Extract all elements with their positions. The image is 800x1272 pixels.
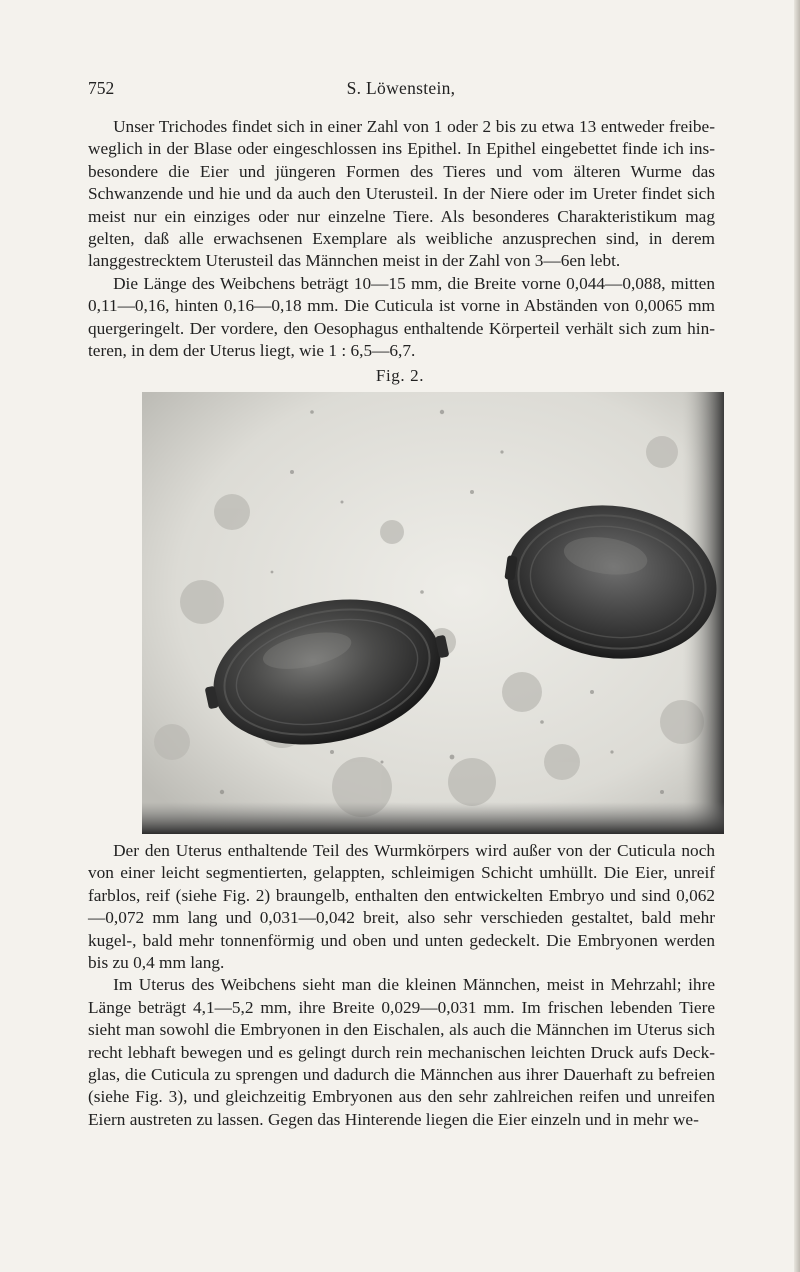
micrograph-bottom-edge [142,802,724,834]
figure-micrograph [142,392,724,834]
running-head: S. Löwenstein, [346,78,456,98]
body-text-top [88,116,715,362]
figure-caption: Fig. 2. [375,366,425,385]
micrograph-image [142,392,724,834]
paragraph: Der den Uterus enthaltende Teil des Wurmkörpers wird außer von der Cuticula noch von einer leicht segmentierten, gelappten, schleimigen Schicht umhüllt. Die Eier, unreif farblos, reif (siehe Fig. 2) braungelb, enthalten den entwickelten Embryo und sind 0,062 —0,072 mm lang und 0,031—0,042 breit, also sehr verschieden gestaltet, bald mehr kugel-, bald mehr tonnenförmig und oben und unten gedeckelt. Die Embryonen werden bis zu 0,4 mm lang. [88,841,715,973]
paragraph: Unser Trichodes findet sich in einer Zahl von 1 oder 2 bis zu etwa 13 entweder freibeweglich in der Blase oder eingeschlossen ins Epithel. In Epithel eingebettet finde ich insbesondere die Eier und jüngeren Formen des Tieres und vom älteren Wurme das Schwanzende und hie und da auch den Uterusteil. In der Niere oder im Ureter findet sich meist nur ein einziges oder nur einzelne Tiere. Als besonderes Charakteristikum mag gelten, daß alle erwachsenen Exemplare als weibliche anzusprechen sind, in derem langgestrecktem Uterusteil das Männchen meist in der Zahl von 3—6en lebt. [88,117,715,271]
paragraph: Die Länge des Weibchens beträgt 10—15 mm, die Breite vorne 0,044—0,088, mitten 0,11—0,16, hinten 0,16—0,18 mm. Die Cuticula ist vorne in Abständen von 0,0065 mm quergeringelt. Der vordere, den Oesophagus enthaltende Körperteil verhält sich zum hinteren, in dem der Uterus liegt, wie 1 : 6,5—6,7. [88,273,715,361]
body-text-bottom [88,840,715,1131]
page-header [88,78,714,100]
page-edge-shadow [794,0,800,1272]
paragraph: Im Uterus des Weibchens sieht man die kleinen Männchen, meist in Mehrzahl; ihre Länge beträgt 4,1—5,2 mm, ihre Breite 0,029—0,031 mm. Im frischen lebenden Tiere sieht man sowohl die Embryonen in den Eischalen, als auch die Männchen im Uterus sich recht lebhaft bewegen und es gelingt durch rein mechanischen leichten Druck aufs Deckglas, die Cuticula zu sprengen und dadurch die Männchen aus ihrer Dauerhaft zu befreien (siehe Fig. 3), und gleichzeitig Embryonen aus den sehr zahlreichen reifen und unreifen Eiern austreten zu lassen. Gegen das Hinterende liegen die Eier einzeln und in mehr we- [88,975,715,1129]
page-number: 752 [88,78,115,98]
